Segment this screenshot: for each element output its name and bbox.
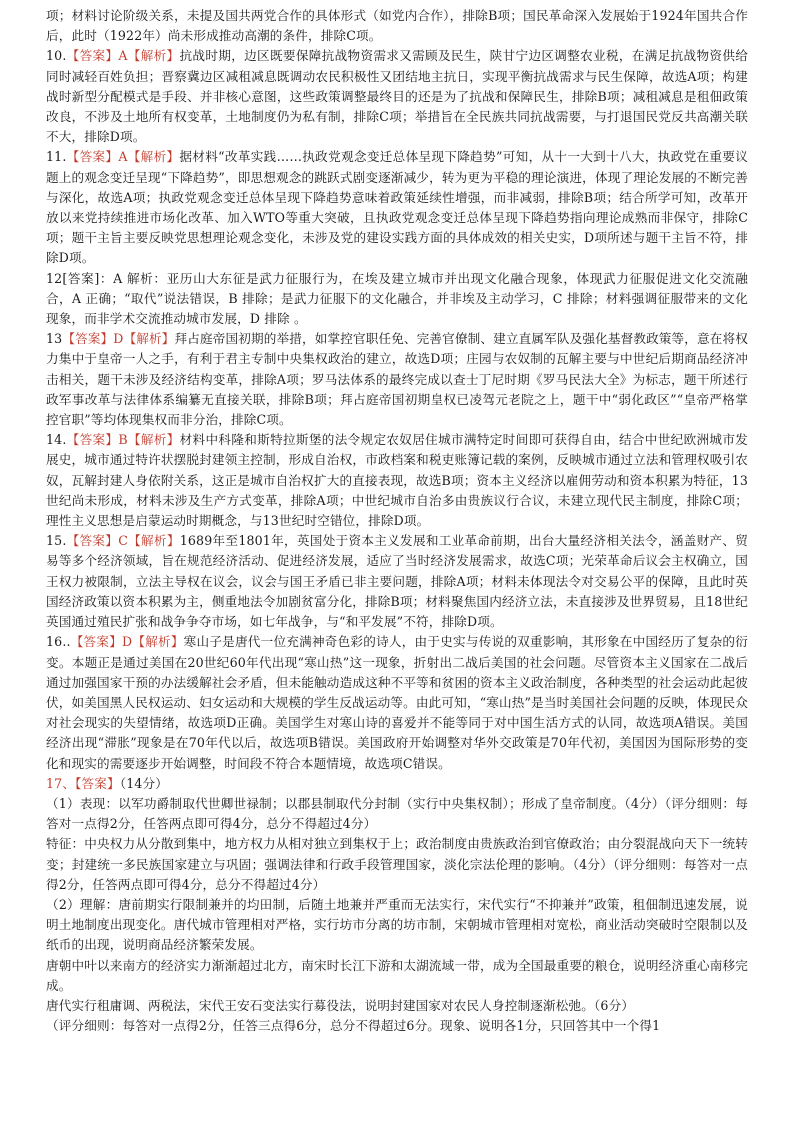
answer-label: 【答案】D (62, 331, 124, 347)
paragraph-q17-tax: 唐代实行租庸调、两税法，宋代王安石变法实行募役法，说明封建国家对农民人身控制逐渐松弛。（6分） (46, 997, 635, 1013)
paragraph-q16 (46, 632, 748, 773)
answer-label: 【答案】A (66, 48, 128, 64)
question-number: 15. (46, 533, 67, 549)
answer-label: 【答案】C (66, 533, 128, 549)
analysis-text: 拜占庭帝国初期的举措，如掌控官职任免、完善官僚制、建立直属军队及强化基督教政策等，意在将权力集中于皇帝一人之手，有利于君主专制中央集权政治的建立，故选D项；庄园与农奴制的瓦解主要与中世纪后期商品经济冲击相关，题干未涉及经济结构变革，排除A项；罗马法体系的最终完成以查士丁尼时期《罗马民法大全》为标志，题干所述行政军事改革与法律体系编纂无直接关联，排除B项；拜占庭帝国初期皇权已凌驾元老院之上，题干中“弱化政区”“皇帝严格掌控官职”等均体现集权而非分治，排除C项。 (46, 331, 749, 428)
analysis-label: 【解析】 (123, 331, 175, 347)
analysis-text: 据材料“改革实践……执政党观念变迁总体呈现下降趋势”可知，从十一大到十八大，执政党在重要议题上的观念变迁呈现“下降趋势”，即思想观念的跳跃式剧变逐渐减少，转为更为平稳的理论演进，体现了理论发展的不断完善与深化，故选A项；执政党观念变迁总体呈现下降趋势意味着政策延续性增强，而非减弱，排除B项；结合所学可知，改革开放以来党持续推进市场化改革、加入WTO等重大突破，且执政党观念变迁总体呈现下降趋势指向理论成熟而非保守，排除C项；题干主旨主要反映党思想理论观念变化，未涉及党的建设实践方面的具体成效的相关史实，D项所述与题干主旨不符，排除D项。 (46, 149, 748, 266)
paragraph-q17-features: 特征：中央权力从分散到集中，地方权力从相对独立到集权于上；政治制度由贵族政治到官僚政治；由分裂混战向天下一统转变；封建统一多民族国家建立与巩固；强调法律和行政手段管理国家，淡化宗法伦理的影响。（4分）（评分细则：每答对一点得2分，任答两点即可得4分，总分不得超过4分） (46, 836, 748, 892)
analysis-text: 1689年至1801年，英国处于资本主义发展和工业革命前期，出台大量经济相关法令，涵盖财产、贸易等多个经济领域，旨在规范经济活动、促进经济发展，适应了当时经济发展需求，故选C项；光荣革命后议会主权确立，国王权力被限制，立法主导权在议会，议会与国王矛盾已非主要问题，排除A项；材料未体现法令对交易公平的保障，且此时英国经济政策以资本积累为主，侧重地法令加剧贫富分化，排除B项；材料聚焦国内经济立法，未直接涉及世界贸易，且18世纪英国通过殖民扩张和战争争夺市场，如七年战争，与“和平发展”不符，排除D项。 (46, 533, 749, 630)
paragraph-q17-part1: （1）表现：以军功爵制取代世卿世禄制；以郡县制取代分封制（实行中央集权制）；形成了皇帝制度。（4分）（评分细则：每答对一点得2分，任答两点即可得4分，总分不得超过4分） (46, 795, 748, 832)
paragraph-q13 (46, 329, 748, 430)
paragraph-q17-economy: 唐朝中叶以来南方的经济实力渐渐超过北方，南宋时长江下游和太湖流域一带，成为全国最重要的粮仓，说明经济重心南移完成。 (46, 957, 748, 993)
paragraph-q11 (46, 147, 748, 268)
question-number: 17、 (46, 775, 76, 791)
paragraph-q12: 12[答案]：A 解析：亚历山大东征是武力征服行为，在埃及建立城市并出现文化融合现象，体现武力征服促进文化交流融合，A 正确；“取代”说法错误，B 排除；是武力征服下的文化融合，并非埃及主动学习，C 排除；材料强调征服带来的文化现象，而非学术交流推动城市发展，D 排除 。 (46, 270, 748, 327)
analysis-label: 【解析】 (128, 533, 180, 549)
paragraph-q10 (46, 46, 748, 147)
question-number: 16.. (46, 634, 71, 650)
answer-label: 【答案】 (75, 775, 120, 791)
paragraph-q17-scoring: （评分细则：每答对一点得2分，任答三点得6分，总分不得超过6分。现象、说明各1分，只回答其中一个得1 (46, 1018, 661, 1034)
paragraph-q14 (46, 430, 748, 531)
question-number: 14. (46, 432, 67, 448)
question-number: 10. (46, 48, 67, 64)
analysis-label: 【解析】 (127, 432, 180, 448)
analysis-text: 寒山子是唐代一位充满神奇色彩的诗人，由于史实与传说的双重影响，其形象在中国经历了复杂的衍变。本题正是通过美国在20世纪60年代出现“寒山热”这一现象，折射出二战后美国的社会问题。尽管资本主义国家在二战后通过加强国家干预的办法缓解社会矛盾，但未能触动造成这种不平等和贫困的资本主义政治制度，各种类型的社会运动此起彼伏，如美国黑人民权运动、妇女运动和大规模的学生反战运动等。由此可知，“寒山热”是当时美国社会问题的反映，体现民众对社会现实的失望情绪，故选项D正确。美国学生对寒山诗的喜爱并不能等同于对中国生活方式的认同，故选项A错误。美国经济出现“滞胀”现象是在70年代以后，故选项B错误。美国政府开始调整对华外交政策是70年代初，美国因为国际形势的变化和现实的需要逐步开始调整，时间段不符合本题情境，故选项C错误。 (46, 634, 748, 771)
answer-label: 【答案】D (70, 634, 133, 650)
paragraph-q17-part2: （2）理解：唐前期实行限制兼并的均田制，后随土地兼并严重而无法实行，宋代实行“不抑兼并”政策，租佃制迅速发展，说明土地制度出现变化。唐代城市管理相对严格，实行坊市分离的坊市制，宋朝城市管理相对宽松，商业活动突破时空限制以及纸币的出现，说明商品经济繁荣发展。 (46, 896, 748, 953)
analysis-text: 材料中科隆和斯特拉斯堡的法令规定农奴居住城市满特定时间即可获得自由，结合中世纪欧洲城市发展史，城市通过特许状摆脱封建领主控制，形成自治权，市政档案和税吏账簿记载的案例，反映城市通过立法和管理权吸引农奴，瓦解封建人身依附关系，这正是城市自治权扩大的直接表现，故选B项；资本主义经济以雇佣劳动和资本积累为特征，13世纪尚未形成，材料未涉及生产方式变革，排除A项；中世纪城市自治多由贵族议行合议，未建立现代民主制度，排除C项；理性主义思想是启蒙运动时期概念，与13世纪时空错位，排除D项。 (46, 432, 748, 529)
analysis-label: 【解析】 (127, 149, 180, 165)
question-number: 13 (46, 331, 63, 347)
paragraph-q17-header (46, 774, 748, 794)
paragraph-q9-tail: 项；材料讨论阶级关系，未提及国共两党合作的具体形式（如党内合作），排除B项；国民革命深入发展始于1924年国共合作后，此时（1922年）尚未形成推动高潮的条件，排除C项。 (46, 8, 748, 44)
analysis-label: 【解析】 (132, 634, 184, 650)
answer-label: 【答案】B (66, 432, 128, 448)
analysis-label: 【解析】 (127, 48, 180, 64)
answer-label: 【答案】A (66, 149, 128, 165)
score-label: （14分） (119, 775, 169, 791)
question-number: 11. (46, 149, 67, 165)
analysis-text: 抗战时期，边区既要保障抗战物资需求又需顾及民生，陕甘宁边区调整农业税，在满足抗战物资供给同时减轻百姓负担；晋察冀边区减租减息既调动农民积极性又团结地主抗日，实现平衡抗战需求与民生保障，故选A项；构建战时新型分配模式是手段、并非核心意图，这些政策调整最终目的还是为了抗战和保障民生，排除B项；减租减息是租佃政策改良，不涉及土地所有权变革，土地制度仍为私有制，排除C项；举措旨在全民族共同抗战需要，与打退国民党反共高潮关联不大，排除D项。 (46, 48, 748, 145)
paragraph-q15 (46, 531, 748, 632)
